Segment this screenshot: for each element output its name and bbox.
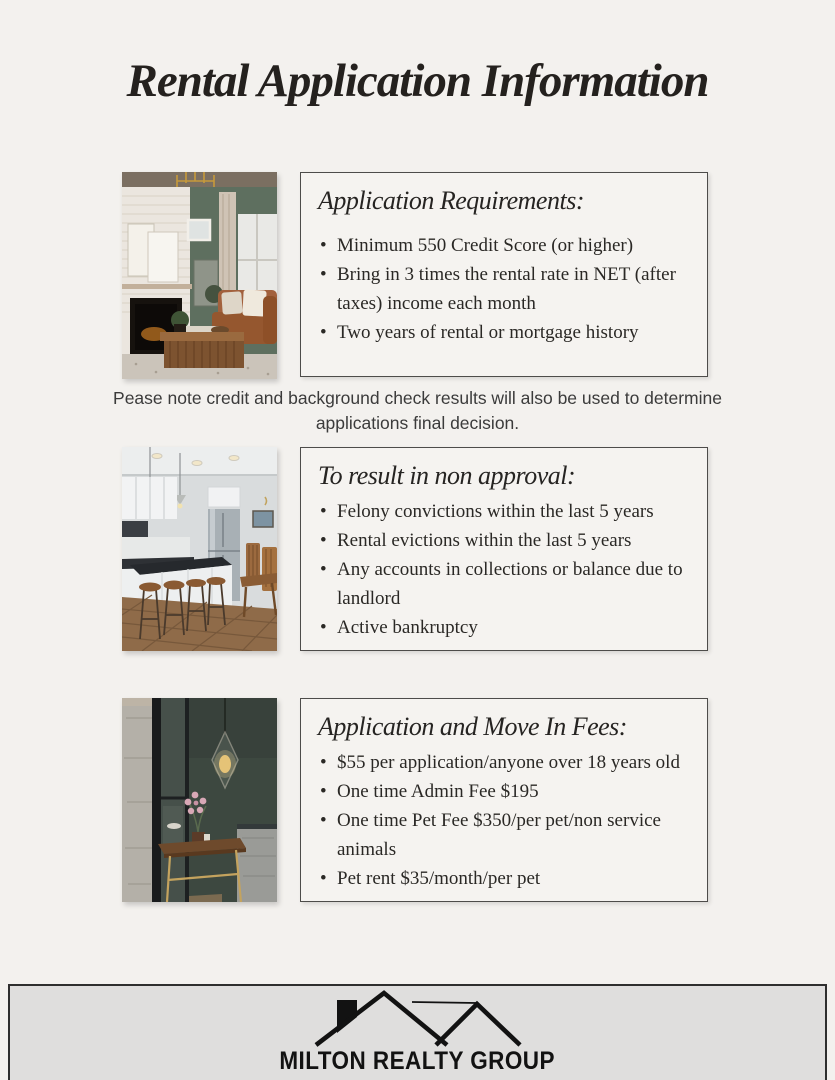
requirements-list <box>318 231 697 347</box>
footer-brand-bar <box>8 984 827 1080</box>
box-heading: Application Requirements: <box>318 186 584 215</box>
bullet-item: • Two years of rental or mortgage history <box>318 318 697 347</box>
roofline-logo-icon <box>312 987 524 1049</box>
bullet-item: • $55 per application/anyone over 18 years old <box>318 748 697 777</box>
living-room-photo <box>122 172 277 379</box>
section-application-requirements <box>122 172 708 379</box>
bullet-item: • Active bankruptcy <box>318 613 697 642</box>
bullet-item: • Felony convictions within the last 5 years <box>318 497 697 526</box>
brand-name: MILTON REALTY GROUP <box>279 1047 556 1075</box>
fees-list <box>318 748 697 893</box>
bullet-item: • One time Admin Fee $195 <box>318 777 697 806</box>
non-approval-box <box>300 447 708 651</box>
bullet-item: • Bring in 3 times the rental rate in NET (after taxes) income each month <box>318 260 697 318</box>
page-title: Rental Application Information <box>126 55 709 107</box>
box-heading: To result in non approval: <box>318 461 576 490</box>
credit-check-note: Pease note credit and background check results will also be used to determine applications final decision. <box>113 388 722 433</box>
fees-box <box>300 698 708 902</box>
kitchen-photo <box>122 447 277 651</box>
entryway-photo <box>122 698 277 902</box>
section-fees <box>122 698 708 902</box>
bullet-item: • Rental evictions within the last 5 years <box>318 526 697 555</box>
bullet-item: • Minimum 550 Credit Score (or higher) <box>318 231 697 260</box>
bullet-item: • One time Pet Fee $350/per pet/non service animals <box>318 806 697 864</box>
box-heading: Application and Move In Fees: <box>318 712 627 741</box>
bullet-item: • Any accounts in collections or balance due to landlord <box>318 555 697 613</box>
requirements-box <box>300 172 708 377</box>
non-approval-list <box>318 497 697 642</box>
section-non-approval <box>122 447 708 651</box>
bullet-item: • Pet rent $35/month/per pet <box>318 864 697 893</box>
